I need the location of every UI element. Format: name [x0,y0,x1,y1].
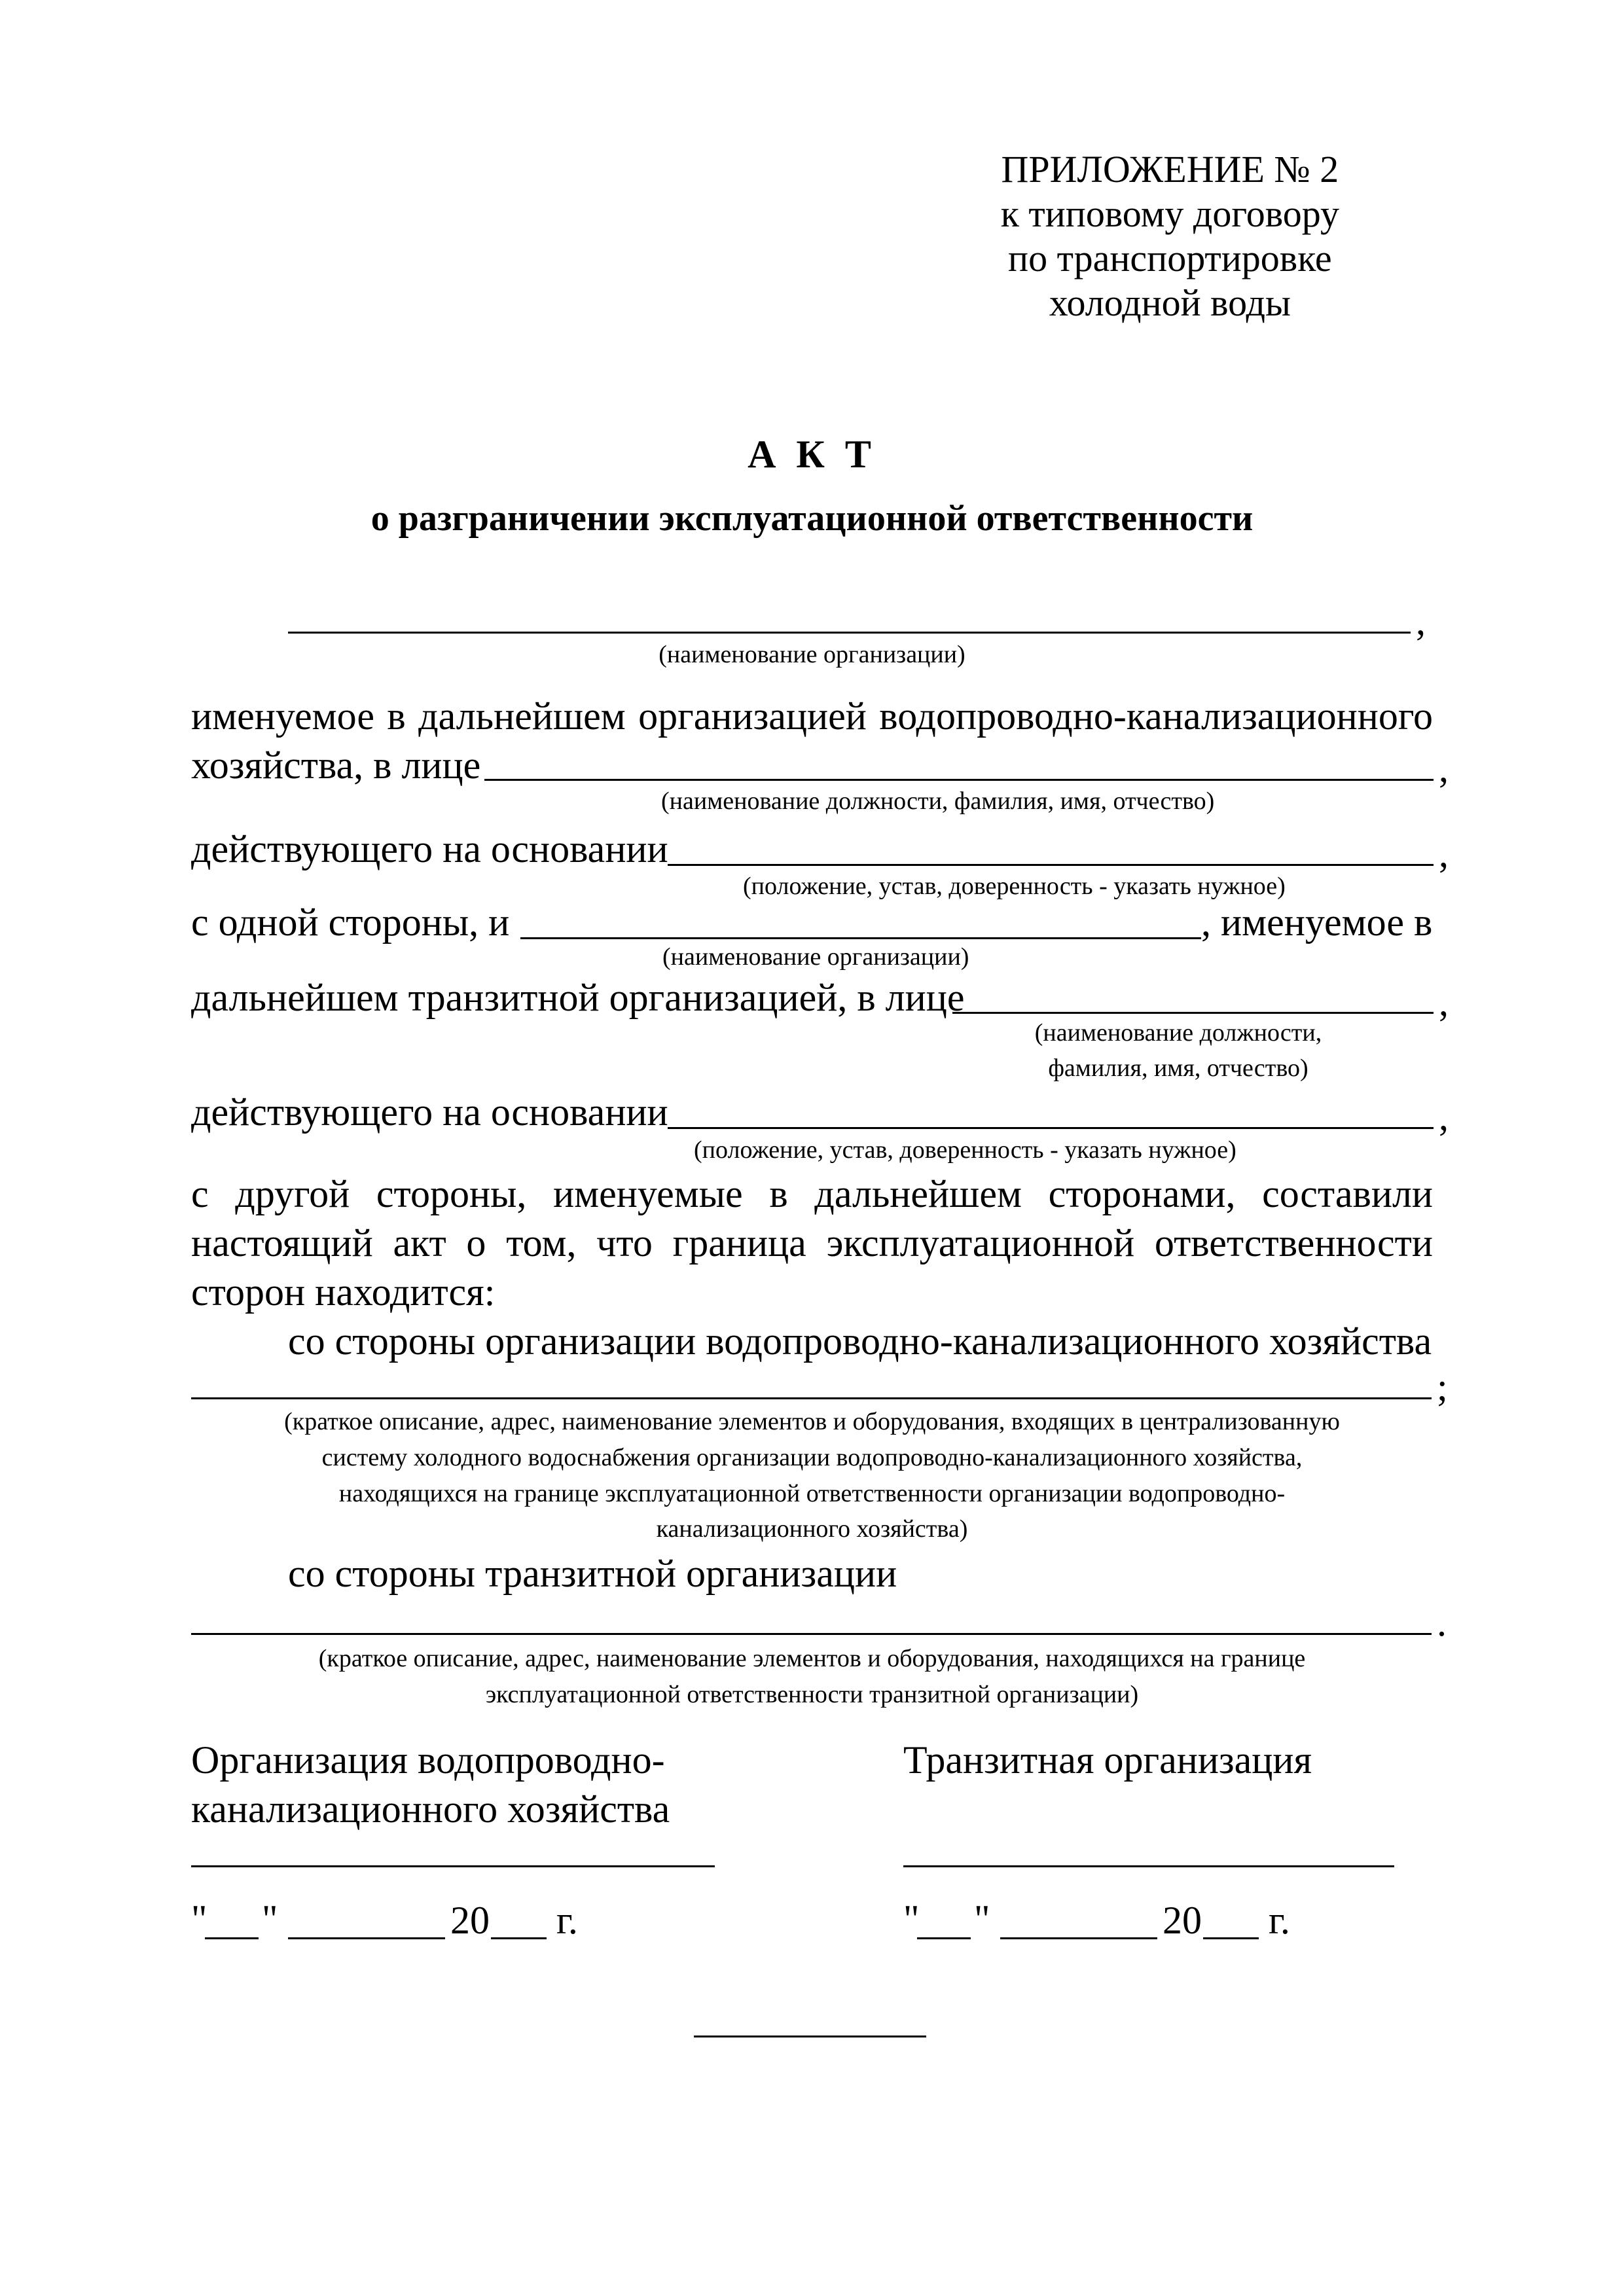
right-date-quote-open: " [903,1897,920,1941]
appendix-block [1001,147,1339,325]
water-side-label: со стороны организации водопроводно-канализационного хозяйства [288,1319,1432,1363]
comma: , [1439,1095,1449,1138]
water-caption-3: находящихся на границе эксплуатационной ответственности организации водопроводно- [338,1480,1286,1507]
right-date-month-field[interactable] [1000,1937,1157,1939]
named-in-label: , именуемое в [1201,901,1433,944]
comma: , [1439,747,1449,790]
transit-caption-2: эксплуатационной ответственности транзитной организации) [485,1681,1139,1708]
other-side-line-3: сторон находится: [191,1270,496,1314]
left-signature-field[interactable] [191,1865,715,1867]
right-date-year-suffix: г. [1269,1899,1290,1942]
appendix-line-3: по транспортировке [1008,237,1332,279]
paragraph-1-line-2: хозяйства, в лице [191,744,481,787]
left-date-quote-close: " [262,1897,278,1941]
right-date-day-field[interactable] [917,1937,971,1939]
left-signatory-line-2: канализационного хозяйства [191,1787,670,1831]
transit-person-caption-2: фамилия, имя, отчество) [1048,1054,1308,1082]
acting-basis-label-2: действующего на основании [191,1090,668,1134]
appendix-line-2: к типовому договору [1000,192,1339,235]
period: . [1437,1601,1447,1644]
basis-caption: (положение, устав, доверенность - указать нужное) [743,872,1286,900]
appendix-line-4: холодной воды [1049,281,1291,324]
paragraph-1-line-1: именуемое в дальнейшем организацией водопроводно-канализационного [191,694,1433,738]
transit-org-name-field[interactable] [520,937,1201,939]
transit-line-label: дальнейшем транзитной организацией, в лице [191,976,965,1019]
one-side-label: с одной стороны, и [191,901,510,944]
right-date-year-field[interactable] [1203,1937,1259,1939]
appendix-title: ПРИЛОЖЕНИЕ № 2 [1001,148,1339,190]
other-side-line-2: настоящий акт о том, что граница эксплуатационной ответственности [191,1221,1433,1265]
basis-caption-2: (положение, устав, доверенность - указать нужное) [694,1136,1236,1164]
left-date-year-field[interactable] [491,1937,547,1939]
right-date-quote-close: " [974,1897,990,1941]
transit-side-label: со стороны транзитной организации [288,1552,897,1595]
transit-representative-field[interactable] [952,1012,1434,1014]
transit-org-caption: (наименование организации) [662,943,969,971]
comma: , [1439,980,1449,1024]
closing-separator [694,2036,926,2037]
left-date-day-field[interactable] [205,1937,259,1939]
transit-caption-1: (краткое описание, адрес, наименование элементов и оборудования, находящихся на границе [318,1645,1306,1672]
water-caption-4: канализационного хозяйства) [656,1515,968,1543]
basis-field-2[interactable] [668,1127,1434,1129]
comma: , [1439,832,1449,875]
left-signatory-line-1: Организация водопроводно- [191,1738,665,1782]
org-name-field[interactable] [288,632,1411,634]
right-signatory-line-1: Транзитная организация [903,1738,1312,1782]
document-subtitle: о разграничении эксплуатационной ответственности [370,498,1254,539]
semicolon: ; [1437,1365,1448,1408]
transit-person-caption-1: (наименование должности, [1034,1019,1322,1047]
acting-basis-label: действующего на основании [191,827,668,870]
org-name-caption: (наименование организации) [659,641,965,668]
comma: , [1416,600,1426,643]
water-caption-1: (краткое описание, адрес, наименование элементов и оборудования, входящих в централизованную [284,1408,1340,1435]
left-date-year-prefix: 20 [450,1899,490,1942]
water-side-description-field[interactable] [191,1397,1432,1399]
document-title: А К Т [748,433,876,476]
left-date-quote-open: " [191,1897,208,1941]
left-date-month-field[interactable] [288,1937,445,1939]
basis-field[interactable] [668,864,1434,866]
water-caption-2: систему холодного водоснабжения организации водопроводно-канализационного хозяйства, [321,1444,1303,1471]
right-signature-field[interactable] [903,1865,1394,1867]
right-date-year-prefix: 20 [1163,1899,1202,1942]
representative-field[interactable] [484,779,1434,781]
other-side-line-1: с другой стороны, именуемые в дальнейшем сторонами, составили [191,1172,1433,1215]
left-date-year-suffix: г. [556,1899,578,1942]
transit-side-description-field[interactable] [191,1633,1432,1635]
representative-caption: (наименование должности, фамилия, имя, отчество) [661,787,1215,815]
